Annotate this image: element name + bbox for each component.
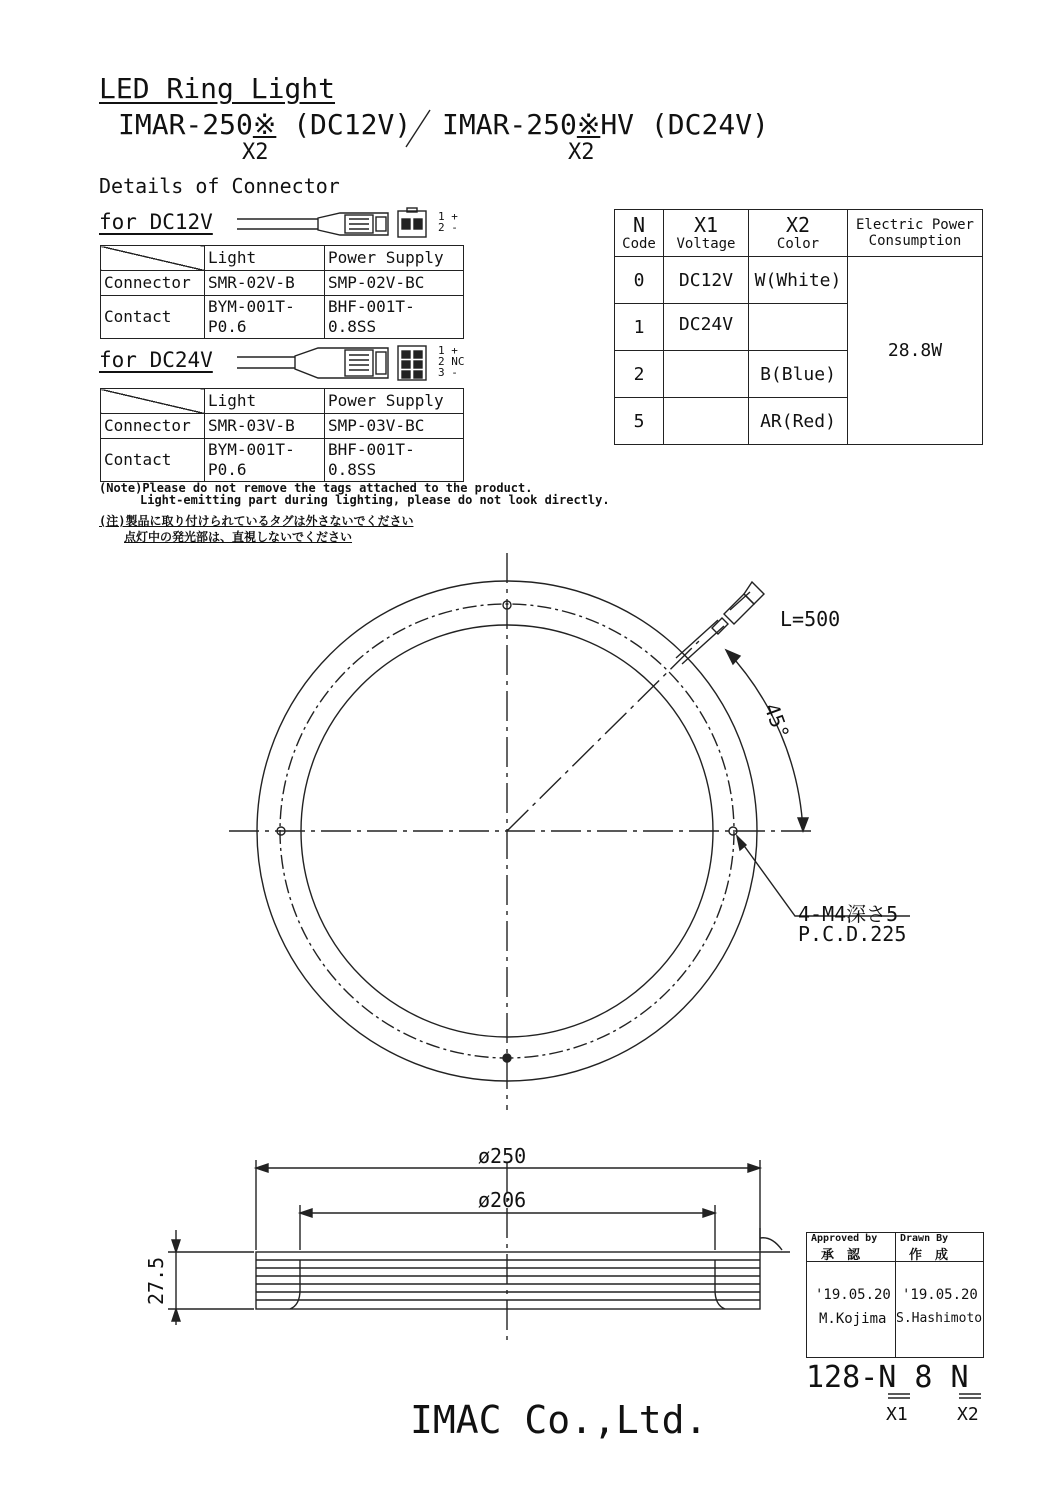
cable-length-label: L=500 bbox=[780, 607, 841, 631]
details-heading: Details of Connector bbox=[99, 174, 340, 198]
model-dc24-suffix: HV bbox=[600, 108, 635, 141]
table-header: Power Supply bbox=[325, 389, 464, 414]
approval-box bbox=[806, 1232, 984, 1358]
pn-mid: 8 bbox=[914, 1360, 933, 1395]
dc12-pin-2: 2 - bbox=[438, 221, 458, 234]
table-cell: Connector bbox=[101, 271, 205, 296]
voltage-header-sub: Voltage bbox=[676, 236, 736, 252]
part-number bbox=[806, 1360, 969, 1395]
dim-arrow bbox=[172, 1240, 180, 1252]
dim-arrow bbox=[172, 1309, 180, 1321]
dc24-pin-2: 2 NC bbox=[438, 355, 465, 368]
table-cell: BHF-001T-0.8SS bbox=[325, 439, 464, 482]
x2-label-left: X2 bbox=[242, 140, 269, 165]
table-cell: Contact bbox=[101, 439, 205, 482]
dc24-pin-1: 1 + bbox=[438, 344, 458, 357]
cable-sketch bbox=[676, 582, 764, 664]
power-header-sub: Consumption bbox=[868, 233, 962, 249]
model-dc24-spec: (DC24V) bbox=[650, 108, 769, 141]
dim-arrow bbox=[703, 1209, 715, 1217]
code-header-n-sub: Code bbox=[622, 236, 656, 252]
angle-label: 45° bbox=[759, 700, 795, 743]
company-name: IMAC Co.,Ltd. bbox=[410, 1398, 708, 1442]
model-dc12-mark: ※ bbox=[252, 108, 277, 141]
inner-diameter-label: ø206 bbox=[478, 1188, 527, 1212]
color-header-sub: Color bbox=[776, 236, 820, 252]
dc24-heading: for DC24V bbox=[99, 348, 213, 372]
note-jp-1: (注)製品に取り付けられているタグは外さないでください bbox=[99, 514, 414, 528]
dc12-connector-sketch bbox=[237, 208, 426, 237]
table-cell: SMR-03V-B bbox=[205, 414, 325, 439]
voltage-cell: DC24V bbox=[664, 304, 749, 351]
angle-line bbox=[507, 640, 700, 831]
approved-jp-label: 承 認 bbox=[821, 1248, 861, 1263]
dc12-heading: for DC12V bbox=[99, 210, 213, 234]
code-cell: 5 bbox=[615, 398, 664, 445]
pn-n2: N bbox=[950, 1360, 969, 1395]
table-cell: SMR-02V-B bbox=[205, 271, 325, 296]
power-value: 28.8W bbox=[848, 257, 983, 445]
table-cell: Contact bbox=[101, 296, 205, 339]
dc24-connector-sketch bbox=[237, 346, 426, 380]
model-dc24-base: IMAR-250 bbox=[442, 108, 577, 141]
drawn-date: '19.05.20 bbox=[902, 1287, 978, 1303]
model-dc24-mark: ※ bbox=[576, 108, 601, 141]
approved-date: '19.05.20 bbox=[815, 1287, 891, 1303]
leader-arrow bbox=[737, 836, 746, 850]
dc24-pin-3: 3 - bbox=[438, 366, 458, 379]
table-cell: SMP-03V-BC bbox=[325, 414, 464, 439]
code-cell: 2 bbox=[615, 351, 664, 398]
voltage-cell: DC12V bbox=[664, 257, 749, 304]
approved-name: M.Kojima bbox=[819, 1311, 887, 1327]
table-cell: SMP-02V-BC bbox=[325, 271, 464, 296]
outer-diameter-label: ø250 bbox=[478, 1144, 527, 1168]
code-cell: 1 bbox=[615, 304, 664, 351]
table-cell: BHF-001T-0.8SS bbox=[325, 296, 464, 339]
color-cell: AR(Red) bbox=[749, 398, 848, 445]
table-header: Power Supply bbox=[325, 246, 464, 271]
height-label: 27.5 bbox=[144, 1256, 168, 1305]
pn-n1: N bbox=[878, 1360, 897, 1395]
model-dc12-spec: (DC12V) bbox=[293, 108, 412, 141]
note-en-1: (Note)Please do not remove the tags attached to the product. bbox=[99, 481, 533, 495]
pcd-label: P.C.D.225 bbox=[798, 922, 907, 946]
power-header-title: Electric Power bbox=[855, 217, 974, 233]
drawn-name: S.Hashimoto bbox=[896, 1311, 983, 1326]
dim-arrow bbox=[748, 1164, 760, 1172]
holes-label: 4-M4深さ5 bbox=[798, 902, 899, 926]
table-cell: BYM-001T-P0.6 bbox=[205, 439, 325, 482]
voltage-header-x1: X1 bbox=[693, 213, 719, 237]
pn-x2: X2 bbox=[957, 1404, 979, 1425]
code-header-n: N bbox=[632, 213, 646, 237]
dim-arrow bbox=[256, 1164, 268, 1172]
dc12-pin-1: 1 + bbox=[438, 210, 458, 223]
color-cell: B(Blue) bbox=[749, 351, 848, 398]
table-cell: Connector bbox=[101, 414, 205, 439]
table-header: Light bbox=[205, 246, 325, 271]
color-header-x2: X2 bbox=[785, 213, 811, 237]
color-cell: W(White) bbox=[749, 257, 848, 304]
model-dc12-base: IMAR-250 bbox=[118, 108, 253, 141]
appr-divider bbox=[895, 1233, 896, 1357]
approved-by-label: Approved by bbox=[811, 1233, 878, 1244]
drawn-jp-label: 作 成 bbox=[909, 1248, 949, 1263]
dim-arrow bbox=[300, 1209, 312, 1217]
drawn-by-label: Drawn By bbox=[900, 1233, 949, 1244]
note-en-2: Light-emitting part during lighting, please do not look directly. bbox=[140, 493, 610, 507]
angle-arrow bbox=[798, 818, 808, 831]
x2-label-right: X2 bbox=[568, 140, 595, 165]
title: LED Ring Light bbox=[99, 72, 336, 105]
model-separator bbox=[406, 110, 430, 147]
angle-arrow bbox=[726, 650, 740, 664]
code-cell: 0 bbox=[615, 257, 664, 304]
mount-hole bbox=[503, 1054, 511, 1062]
table-header: Light bbox=[205, 389, 325, 414]
pn-x1: X1 bbox=[886, 1404, 908, 1425]
angle-arc bbox=[726, 650, 803, 831]
pn-prefix: 128- bbox=[806, 1360, 879, 1395]
note-jp-2: 点灯中の発光部は、直視しないでください bbox=[124, 530, 353, 544]
table-cell: BYM-001T-P0.6 bbox=[205, 296, 325, 339]
